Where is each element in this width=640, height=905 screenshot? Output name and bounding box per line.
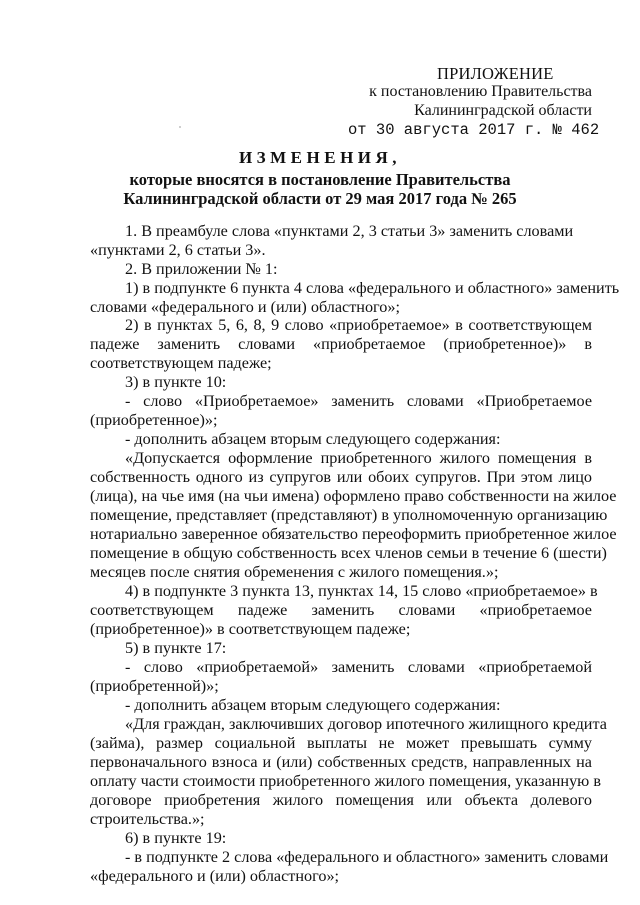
- body-line: 1) в подпункте 6 пункта 4 слова «федерального и областного» заменить: [125, 279, 620, 297]
- body-line: (приобретенное)» в соответствующем падеже;: [90, 620, 411, 638]
- body-line: 3) в пункте 10:: [125, 373, 227, 391]
- document-title: ИЗМЕНЕНИЯ,: [238, 148, 402, 167]
- scan-speck: [179, 126, 181, 128]
- body-line: (приобретенной)»;: [90, 677, 219, 695]
- body-line: «федерального и (или) областного»;: [90, 867, 340, 885]
- body-line: нотариально заверенное обязательство переоформить приобретенное жилое: [90, 525, 617, 543]
- body-line: месяцев после снятия обременения с жилого помещения.»;: [90, 563, 499, 581]
- body-line: словами «федерального и (или) областного»;: [90, 298, 400, 316]
- body-line: - слово «приобретаемой» заменить словами «приобретаемой: [125, 658, 592, 676]
- body-line: (лица), на чье имя (на чьи имена) оформлено право собственности на жилое: [90, 487, 617, 505]
- body-line: 2) в пунктах 5, 6, 8, 9 слово «приобретаемое» в соответствующем: [125, 316, 592, 334]
- body-line: (займа), размер социальной выплаты не может превышать сумму: [90, 734, 592, 752]
- body-line: - дополнить абзацем вторым следующего содержания:: [125, 696, 501, 714]
- body-line: - дополнить абзацем вторым следующего содержания:: [125, 430, 501, 448]
- body-line: соответствующем падеже;: [90, 354, 272, 372]
- body-line: 1. В преамбуле слова «пунктами 2, 3 статьи 3» заменить словами: [125, 222, 574, 240]
- body-line: собственность одного из супругов или обоих супругов. При этом лицо: [90, 468, 592, 486]
- appendix-date: от 30 августа 2017 г. № 462: [348, 121, 600, 139]
- body-line: 5) в пункте 17:: [125, 639, 227, 657]
- appendix-line-2: Калининградской области: [414, 102, 592, 119]
- body-line: - в подпункте 2 слова «федерального и областного» заменить словами: [125, 848, 609, 866]
- appendix-line-1: к постановлению Правительства: [369, 83, 592, 100]
- body-line: оплату части стоимости приобретенного жилого помещения, указанную в: [90, 772, 601, 790]
- body-line: помещение, представляет (представляют) в уполномоченную организацию: [90, 506, 608, 524]
- body-line: «Допускается оформление приобретенного жилого помещения в: [125, 449, 592, 467]
- body-line: - слово «Приобретаемое» заменить словами «Приобретаемое: [125, 392, 592, 410]
- body-line: договоре приобретения жилого помещения или объекта долевого: [90, 791, 592, 809]
- body-line: «пунктами 2, 6 статьи 3».: [90, 241, 266, 259]
- body-line: строительства.»;: [90, 810, 205, 828]
- appendix-title: ПРИЛОЖЕНИЕ: [437, 64, 554, 83]
- body-line: «Для граждан, заключивших договор ипотечного жилищного кредита: [125, 715, 607, 733]
- body-line: первоначального взноса и (или) собственных средств, направленных на: [90, 753, 592, 771]
- body-line: 6) в пункте 19:: [125, 829, 227, 847]
- document-subtitle-2: Калининградской области от 29 мая 2017 года № 265: [123, 189, 517, 208]
- body-line: 2. В приложении № 1:: [125, 260, 278, 278]
- document-subtitle-1: которые вносятся в постановление Правительства: [129, 170, 511, 189]
- body-line: (приобретенное)»;: [90, 411, 218, 429]
- body-line: 4) в подпункте 3 пункта 13, пунктах 14, 15 слово «приобретаемое» в: [125, 582, 598, 600]
- body-line: помещение в общую собственность всех членов семьи в течение 6 (шести): [90, 544, 607, 562]
- body-line: соответствующем падеже заменить словами «приобретаемое: [90, 601, 592, 619]
- body-line: падеже заменить словами «приобретаемое (приобретенное)» в: [90, 335, 592, 353]
